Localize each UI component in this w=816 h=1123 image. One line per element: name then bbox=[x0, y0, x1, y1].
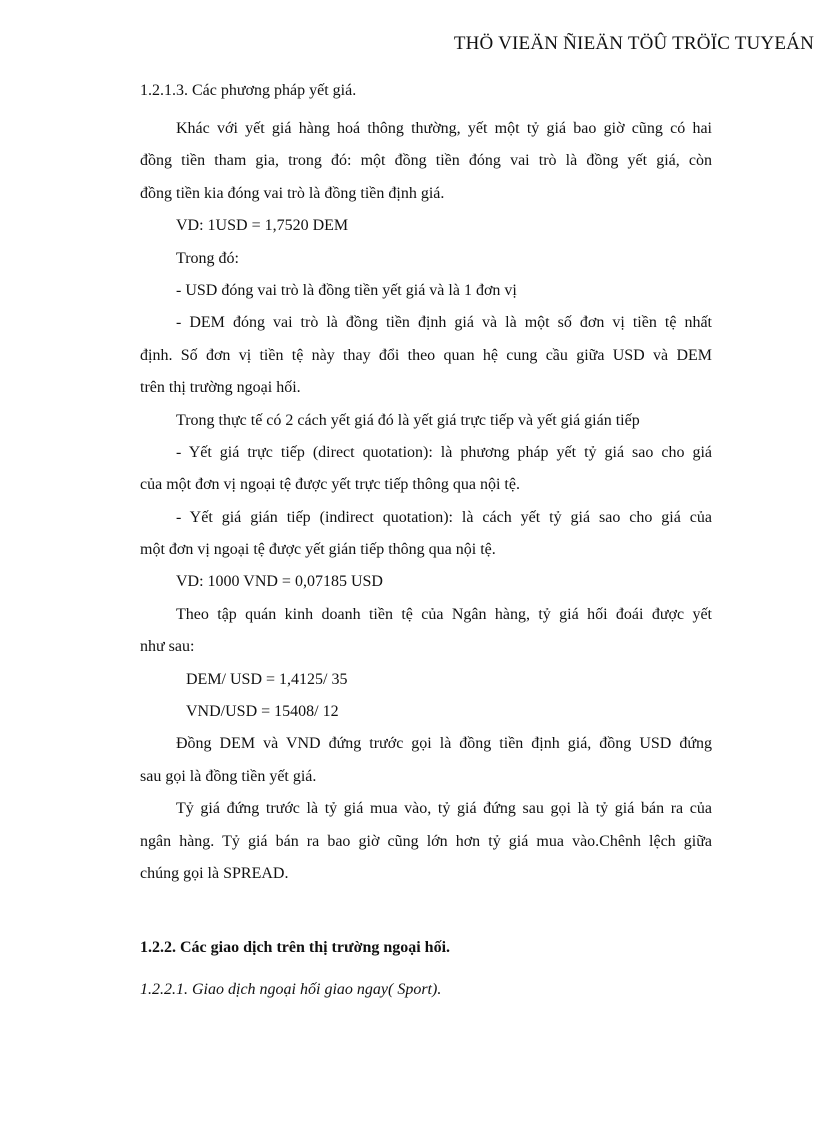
text-line: Đồng DEM và VND đứng trước gọi là đồng tiền định giá, đồng USD đứng bbox=[176, 735, 712, 753]
text-line: định. Số đơn vị tiền tệ này thay đổi theo quan hệ cung cầu giữa USD và DEM bbox=[140, 346, 712, 364]
text-line: của một đơn vị ngoại tệ được yết trực tiếp thông qua nội tệ. bbox=[140, 476, 520, 494]
text-line: Trong đó: bbox=[176, 249, 239, 267]
list-item: - USD đóng vai trò là đồng tiền yết giá và là 1 đơn vị bbox=[176, 281, 517, 299]
text-line: chúng gọi là SPREAD. bbox=[140, 864, 289, 882]
example-line: VD: 1USD = 1,7520 DEM bbox=[176, 217, 349, 235]
text-line: Tỷ giá đứng trước là tỷ giá mua vào, tỷ giá đứng sau gọi là tỷ giá bán ra của bbox=[176, 800, 712, 818]
rate-line: VND/USD = 15408/ 12 bbox=[186, 703, 339, 721]
text-line: đồng tiền tham gia, trong đó: một đồng tiền đóng vai trò là đồng yết giá, còn bbox=[140, 152, 712, 170]
text-line: Khác với yết giá hàng hoá thông thường, yết một tỷ giá bao giờ cũng có hai bbox=[176, 120, 712, 137]
text-line: Trong thực tế có 2 cách yết giá đó là yết giá trực tiếp và yết giá gián tiếp bbox=[176, 411, 640, 429]
text-line: trên thị trường ngoại hối. bbox=[140, 379, 301, 397]
text-line: đồng tiền kia đóng vai trò là đồng tiền định giá. bbox=[140, 184, 445, 202]
rate-line: DEM/ USD = 1,4125/ 35 bbox=[186, 670, 348, 688]
heading-1-2-2-1: 1.2.2.1. Giao dịch ngoại hối giao ngay( Sport). bbox=[140, 981, 442, 999]
text-line: như sau: bbox=[140, 638, 195, 656]
text-line: ngân hàng. Tỷ giá bán ra bao giờ cũng lớn hơn tỷ giá mua vào.Chênh lệch giữa bbox=[140, 832, 712, 850]
text-line: sau gọi là đồng tiền yết giá. bbox=[140, 767, 317, 785]
heading-1-2-2: 1.2.2. Các giao dịch trên thị trường ngoại hối. bbox=[140, 939, 451, 957]
list-item: - DEM đóng vai trò là đồng tiền định giá và là một số đơn vị tiền tệ nhất bbox=[176, 314, 712, 332]
list-item: - Yết giá gián tiếp (indirect quotation): là cách yết tỷ giá sao cho giá của bbox=[176, 508, 712, 526]
text-line: Theo tập quán kinh doanh tiền tệ của Ngân hàng, tỷ giá hối đoái được yết bbox=[176, 605, 712, 623]
paragraph-quotation-intro bbox=[140, 113, 712, 890]
page-header: THÖ VIEÄN ÑIEÄN TÖÛ TRÖÏC TUYEÁN bbox=[453, 33, 814, 54]
heading-1-2-1-3: 1.2.1.3. Các phương pháp yết giá. bbox=[140, 82, 357, 99]
list-item: - Yết giá trực tiếp (direct quotation): là phương pháp yết tỷ giá sao cho giá bbox=[176, 443, 712, 461]
document-body bbox=[140, 75, 712, 1005]
example-line: VD: 1000 VND = 0,07185 USD bbox=[176, 573, 383, 591]
text-line: một đơn vị ngoại tệ được yết gián tiếp thông qua nội tệ. bbox=[140, 541, 496, 559]
